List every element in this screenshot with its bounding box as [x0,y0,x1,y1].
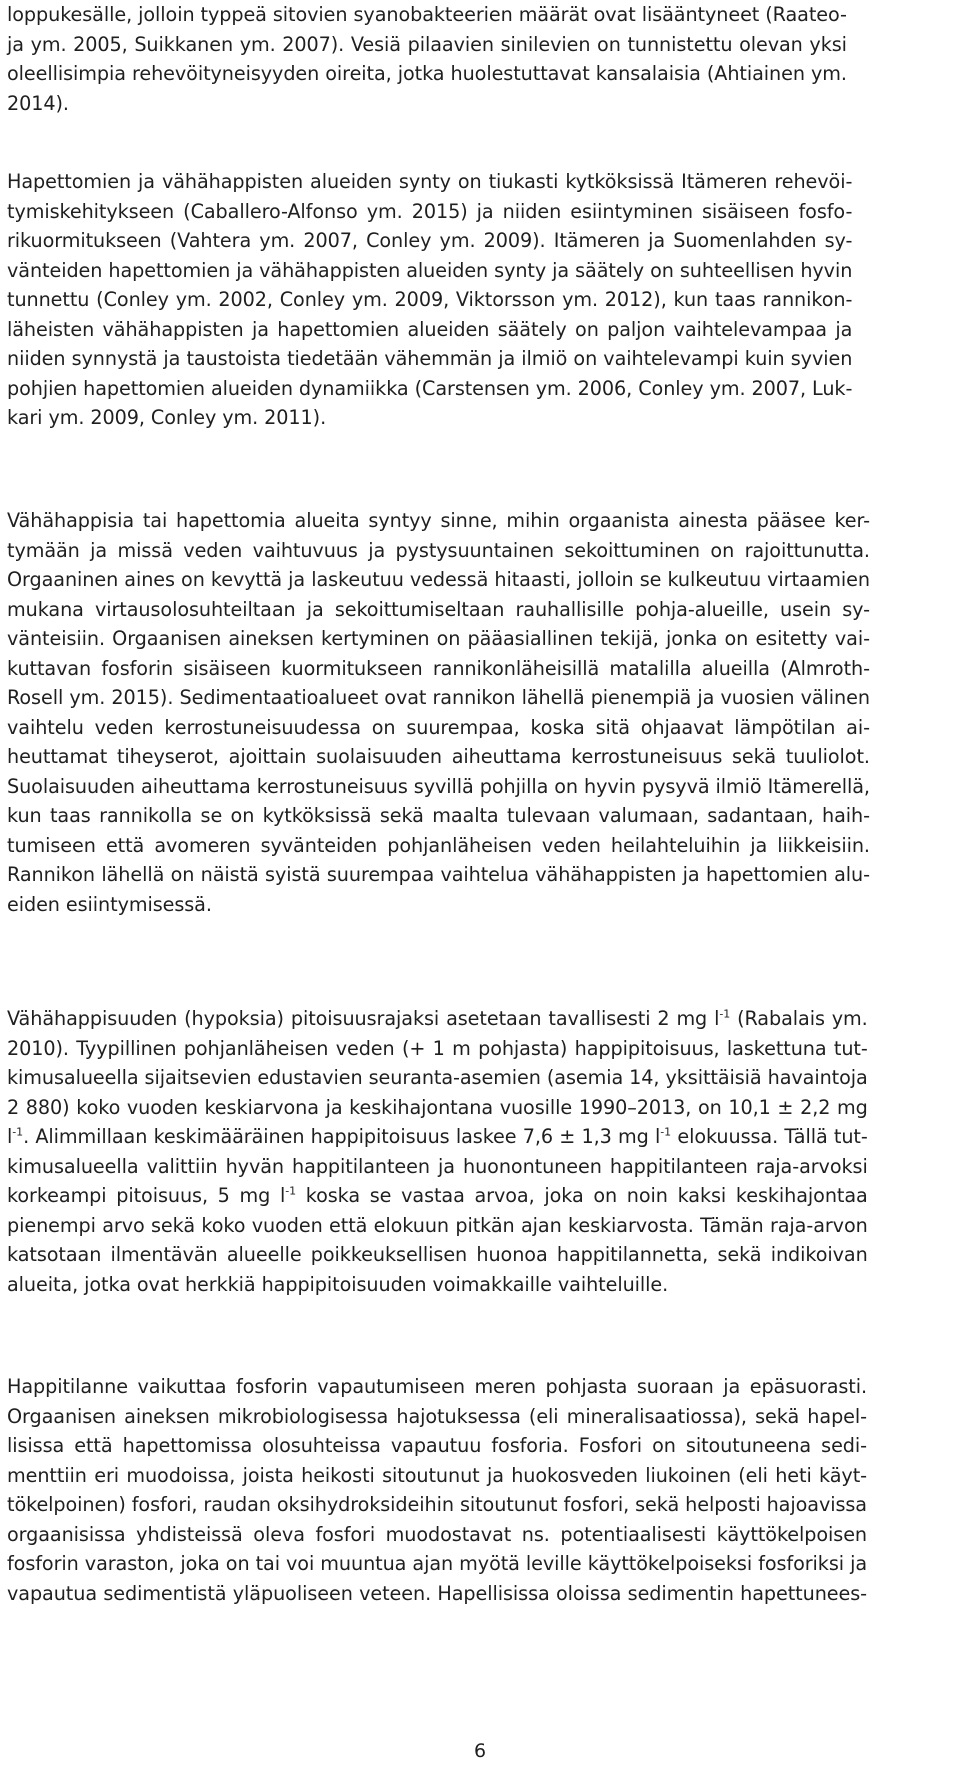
text-line [7,1034,868,1064]
text-line: rikuormitukseen (Vahtera ym. 2007, Conley ym. 2009). Itämeren ja Suomenlahden sy- [7,229,853,252]
text-line: kun taas rannikolla se on kytköksissä sekä maalta tulevaan valumaan, sadantaan, haih- [7,804,870,827]
text-line: ja ym. 2005, Suikkanen ym. 2007). Vesiä pilaavien sinilevien on tunnistettu olevan yksi [7,32,847,56]
text-line: heuttamat tiheyserot, ajoittain suolaisuuden aiheuttama kerrostuneisuus sekä tuuliolot. [7,745,870,768]
text-line [7,1093,868,1123]
text-line [7,1240,868,1270]
paragraph-oxygen-limits [7,1004,868,1299]
text-segment: l [7,1125,13,1148]
text-line: vaihtelu veden kerrostuneisuudessa on suurempaa, koska sitä ohjaavat lämpötilan ai- [7,715,870,739]
superscript: -1 [719,1007,731,1021]
text-segment: . Alimmillaan keskimääräinen happipitoisuus laskee 7,6 ± 1,3 mg l [23,1125,661,1148]
text-segment: pienempi arvo sekä koko vuoden että elokuun pitkän ajan keskiarvosta. Tämän raja-arvon [7,1213,868,1237]
text-segment: koska se vastaa arvoa, joka on noin kaksi keskihajontaa [296,1184,868,1207]
text-segment: alueita, jotka ovat herkkiä happipitoisuuden voimakkaille vaihteluille. [7,1272,669,1296]
text-line: kari ym. 2009, Conley ym. 2011). [7,406,327,429]
text-line: 2014). [7,91,69,115]
text-line: Hapettomien ja vähähappisten alueiden synty on tiukasti kytköksissä Itämeren rehevöi- [7,170,853,193]
text-segment: 2 880) koko vuoden keskiarvona ja keskihajontana vuosille 1990–2013, on 10,1 ± 2,2 mg [7,1095,868,1119]
text-segment: katsotaan ilmentävän alueelle poikkeuksellisen huonoa happitilannetta, sekä indikoivan [7,1243,868,1266]
text-segment: 2010). Tyypillinen pohjanläheisen veden (+ 1 m pohjasta) happipitoisuus, laskettuna tut- [7,1036,868,1060]
text-line: tumiseen että avomeren syvänteiden pohjanläheisen veden heilahteluihin ja liikkeisiin. [7,833,870,857]
text-line: Orgaaninen aines on kevyttä ja laskeutuu vedessä hitaasti, jolloin se kulkeutuu virtaamien [7,568,870,591]
text-segment: Vähähappisuuden (hypoksia) pitoisuusrajaksi asetetaan tavallisesti 2 mg l [7,1007,720,1030]
text-line: Happitilanne vaikuttaa fosforin vapautumiseen meren pohjasta suoraan ja epäsuorasti. [7,1375,867,1398]
text-segment: (Rabalais ym. [730,1007,868,1030]
paragraph-phosphorus-release [7,1372,867,1608]
text-line: Orgaanisen aineksen mikrobiologisessa hajotuksessa (eli mineralisaatiossa), sekä hapel- [7,1404,867,1428]
text-line: niiden synnystä ja taustoista tiedetään vähemmän ja ilmiö on vaihtelevampi kuin syvien [7,347,853,370]
text-line: läheisten vähähappisten ja hapettomien alueiden säätely on paljon vaihtelevampaa ja [7,317,853,341]
text-line: loppukesälle, jolloin typpeä sitovien syanobakteerien määrät ovat lisääntyneet (Raateo- [7,3,847,26]
text-line: Suolaisuuden aiheuttama kerrostuneisuus syvillä pohjilla on hyvin pysyvä ilmiö Itämerellä, [7,774,870,798]
page-number: 6 [473,1740,487,1762]
text-line: fosforin varaston, joka on tai voi muuntua ajan myötä leville käyttökelpoiseksi fosforiksi ja [7,1552,867,1575]
text-line: tymään ja missä veden vaihtuvuus ja pystysuuntainen sekoittuminen on rajoittunutta. [7,538,870,562]
paragraph-hypoxic-areas [7,167,852,433]
text-line: mukana virtausolosuhteiltaan ja sekoittumiseltaan rauhallisille pohja-alueille, usein sy- [7,597,870,621]
text-line: lisissa että hapettomissa olosuhteissa vapautuu fosforia. Fosfori on sitoutuneena sedi- [7,1434,867,1457]
text-line: tökelpoinen) fosfori, raudan oksihydroksideihin sitoutunut fosfori, sekä helposti hajoavissa [7,1493,867,1516]
text-line [7,1270,868,1300]
paragraph-cyanobacteria [7,0,847,118]
text-line [7,1004,868,1034]
text-line: Rosell ym. 2015). Sedimentaatioalueet ovat rannikon lähellä pienempiä ja vuosien välinen [7,686,870,709]
text-line [7,1152,868,1182]
text-line: vänteiden hapettomien ja vähähappisten alueiden synty ja säätely on suhteellisen hyvin [7,258,853,282]
text-line: tymiskehitykseen (Caballero-Alfonso ym. 2015) ja niiden esiintyminen sisäiseen fosfo- [7,199,853,223]
text-line [7,1063,868,1093]
text-line: menttiin eri muodoissa, joista heikosti sitoutunut ja huokosveden liukoinen (eli heti käyt- [7,1463,867,1487]
text-line: kuttavan fosforin sisäiseen kuormitukseen rannikonläheisillä matalilla alueilla (Almroth- [7,656,870,680]
superscript: -1 [12,1125,24,1139]
superscript: -1 [660,1125,672,1139]
text-line: vapautua sedimentistä yläpuoliseen veteen. Hapellisissa oloissa sedimentin hapettunees- [7,1581,867,1605]
text-line [7,1181,868,1211]
text-line: Rannikon lähellä on näistä syistä suurempaa vaihtelua vähähappisten ja hapettomien alu- [7,863,870,886]
text-segment: elokuussa. Tällä tut- [671,1125,868,1148]
text-line: eiden esiintymisessä. [7,892,212,916]
text-line: orgaanisissa yhdisteissä oleva fosfori muodostavat ns. potentiaalisesti käyttökelpoisen [7,1522,867,1546]
text-line: oleellisimpia rehevöityneisyyden oireita, jotka huolestuttavat kansalaisia (Ahtiainen ym. [7,62,847,85]
text-segment: kimusalueella valittiin hyvän happitilanteen ja huonontuneen happitilanteen raja-arvoksi [7,1154,868,1178]
text-line: Vähähappisia tai hapettomia alueita syntyy sinne, mihin orgaanista ainesta pääsee ker- [7,509,870,532]
text-line [7,1211,868,1241]
text-line: pohjien hapettomien alueiden dynamiikka (Carstensen ym. 2006, Conley ym. 2007, Luk- [7,376,853,400]
superscript: -1 [285,1184,297,1198]
text-line: tunnettu (Conley ym. 2002, Conley ym. 2009, Viktorsson ym. 2012), kun taas rannikon- [7,288,853,311]
text-segment: kimusalueella sijaitsevien edustavien seuranta-asemien (asemia 14, yksittäisiä havaintoja [7,1066,868,1089]
text-segment: korkeampi pitoisuus, 5 mg l [7,1184,286,1207]
text-line: vänteisiin. Orgaanisen aineksen kertyminen on pääasiallinen tekijä, jonka on esitetty vai- [7,627,870,650]
text-line [7,1122,868,1152]
paragraph-organic-matter [7,506,870,919]
